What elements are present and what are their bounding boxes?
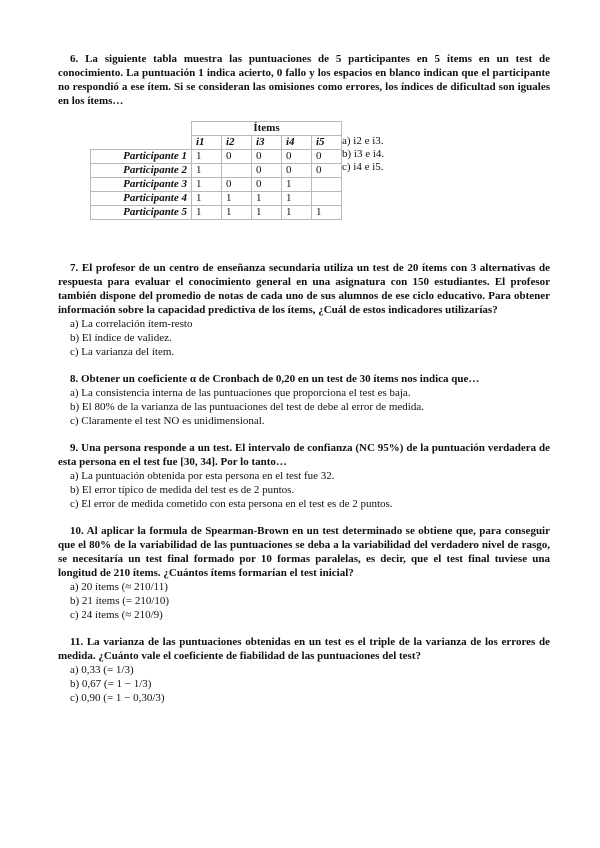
question-9 xyxy=(58,441,550,511)
score-cell xyxy=(312,178,342,192)
score-cell: 0 xyxy=(282,150,312,164)
answer-option: c) La varianza del ítem. xyxy=(70,346,175,358)
answer-option: c) 24 ítems (≈ 210/9) xyxy=(70,609,163,621)
score-cell xyxy=(312,192,342,206)
answer-option: c) El error de medida cometido con esta persona en el test es de 2 puntos. xyxy=(70,498,393,510)
question-number: 7. xyxy=(70,262,79,274)
participant-name: Participante 2 xyxy=(91,164,192,178)
score-cell: 1 xyxy=(282,178,312,192)
score-cell: 1 xyxy=(252,192,282,206)
score-cell: 1 xyxy=(192,178,222,192)
item-header: i2 xyxy=(222,136,252,150)
score-cell xyxy=(222,164,252,178)
score-cell: 1 xyxy=(192,150,222,164)
answer-option: c) 0,90 (= 1 − 0,30/3) xyxy=(70,692,165,704)
question-6 xyxy=(58,52,550,227)
question-11-options xyxy=(58,663,550,705)
answer-option: c) i4 e i5. xyxy=(342,161,384,173)
answer-option: b) El error típico de medida del test es de 2 puntos. xyxy=(70,484,295,496)
score-cell: 0 xyxy=(252,164,282,178)
table-row xyxy=(91,206,342,220)
question-11-stem xyxy=(58,635,550,663)
score-cell: 1 xyxy=(192,206,222,220)
score-cell: 1 xyxy=(192,164,222,178)
score-cell: 0 xyxy=(252,178,282,192)
item-header: i3 xyxy=(252,136,282,150)
question-text: El profesor de un centro de enseñanza secundaria utiliza un test de 20 ítems con 3 alternativas de respuesta para evaluar el conocimiento general en una asignatura con 150 estudiantes. El profesor también dispone del promedio de notas de cada uno de sus alumnos de ese ciclo educativo. Para obtener información sobre la capacidad predictiva de los ítems, ¿Cuál de estos indicadores utilizarías? xyxy=(58,262,551,316)
item-header: i5 xyxy=(312,136,342,150)
answer-option: c) Claramente el test NO es unidimensional. xyxy=(70,415,265,427)
score-cell: 0 xyxy=(312,164,342,178)
score-cell: 1 xyxy=(222,192,252,206)
item-header: i4 xyxy=(282,136,312,150)
question-text: La varianza de las puntuaciones obtenidas en un test es el triple de la varianza de los errores de medida. ¿Cuánto vale el coeficiente de fiabilidad de las puntuaciones del test? xyxy=(58,636,551,662)
score-cell: 0 xyxy=(282,164,312,178)
question-7-options xyxy=(58,317,550,359)
question-11 xyxy=(58,635,550,705)
score-cell: 0 xyxy=(222,178,252,192)
score-cell: 1 xyxy=(312,206,342,220)
scores-table-area xyxy=(58,121,550,227)
answer-option: a) i2 e i3. xyxy=(342,135,384,147)
answer-option: a) La puntuación obtenida por esta persona en el test fue 32. xyxy=(70,470,335,482)
question-10-options xyxy=(58,580,550,622)
question-number: 9. xyxy=(70,442,79,454)
score-cell: 0 xyxy=(312,150,342,164)
table-row xyxy=(91,150,342,164)
question-8-stem xyxy=(58,372,550,386)
scores-table xyxy=(90,121,342,220)
question-number: 10. xyxy=(70,525,84,537)
participant-name: Participante 3 xyxy=(91,178,192,192)
participant-name: Participante 4 xyxy=(91,192,192,206)
answer-option: a) La correlación ítem-resto xyxy=(70,318,193,330)
answer-option: b) El 80% de la varianza de las puntuaciones del test de debe al error de medida. xyxy=(70,401,424,413)
question-10-stem xyxy=(58,524,550,580)
question-7-stem xyxy=(58,261,550,317)
table-row xyxy=(91,164,342,178)
answer-option: a) La consistencia interna de las puntuaciones que proporciona el test es baja. xyxy=(70,387,411,399)
answer-option: b) i3 e i4. xyxy=(342,148,385,160)
question-text: Al aplicar la formula de Spearman-Brown en un test determinado se obtiene que, para conseguir que el 80% de la variabilidad de las puntuaciones se deba a la variabilidad del verdadero nivel de rasgo, se necesitaría un test final formado por 10 formas paralelas, es decir, que el test final tuviese una longitud de 210 ítems. ¿Cuántos ítems formarían el test inicial? xyxy=(58,525,550,579)
answer-option: b) El índice de validez. xyxy=(70,332,172,344)
question-number: 11. xyxy=(70,636,84,648)
question-8-options xyxy=(58,386,550,428)
question-text: Obtener un coeficiente α de Cronbach de 0,20 en un test de 30 ítems nos indica que… xyxy=(81,373,480,385)
question-9-stem xyxy=(58,441,550,469)
score-cell: 1 xyxy=(222,206,252,220)
question-6-options xyxy=(342,135,384,174)
participant-name: Participante 5 xyxy=(91,206,192,220)
answer-option: a) 0,33 (= 1/3) xyxy=(70,664,134,676)
items-group-header: Ítems xyxy=(192,122,342,136)
question-text: La siguiente tabla muestra las puntuaciones de 5 participantes en 5 ítems en un test de conocimiento. La puntuación 1 indica acierto, 0 fallo y los espacios en blanco indican que el participante no respondió a ese ítem. Si se consideran las omisiones como errores, los índices de dificultad son iguales en los ítems… xyxy=(58,53,551,107)
table-row xyxy=(91,178,342,192)
question-number: 8. xyxy=(70,373,79,385)
answer-option: b) 21 ítems (= 210/10) xyxy=(70,595,170,607)
score-cell: 0 xyxy=(252,150,282,164)
answer-option: a) 20 ítems (≈ 210/11) xyxy=(70,581,168,593)
question-8 xyxy=(58,372,550,428)
question-6-stem xyxy=(58,52,550,108)
answer-option: b) 0,67 (= 1 − 1/3) xyxy=(70,678,152,690)
question-10 xyxy=(58,524,550,622)
score-cell: 1 xyxy=(192,192,222,206)
score-cell: 1 xyxy=(252,206,282,220)
exam-page xyxy=(58,52,550,705)
question-number: 6. xyxy=(70,53,79,65)
question-7 xyxy=(58,261,550,359)
table-row xyxy=(91,192,342,206)
item-header: i1 xyxy=(192,136,222,150)
question-9-options xyxy=(58,469,550,511)
score-cell: 1 xyxy=(282,206,312,220)
participant-name: Participante 1 xyxy=(91,150,192,164)
question-text: Una persona responde a un test. El intervalo de confianza (NC 95%) de la puntuación verdadera de esta persona en el test fue [30, 34]. Por lo tanto… xyxy=(58,442,550,468)
score-cell: 1 xyxy=(282,192,312,206)
score-cell: 0 xyxy=(222,150,252,164)
